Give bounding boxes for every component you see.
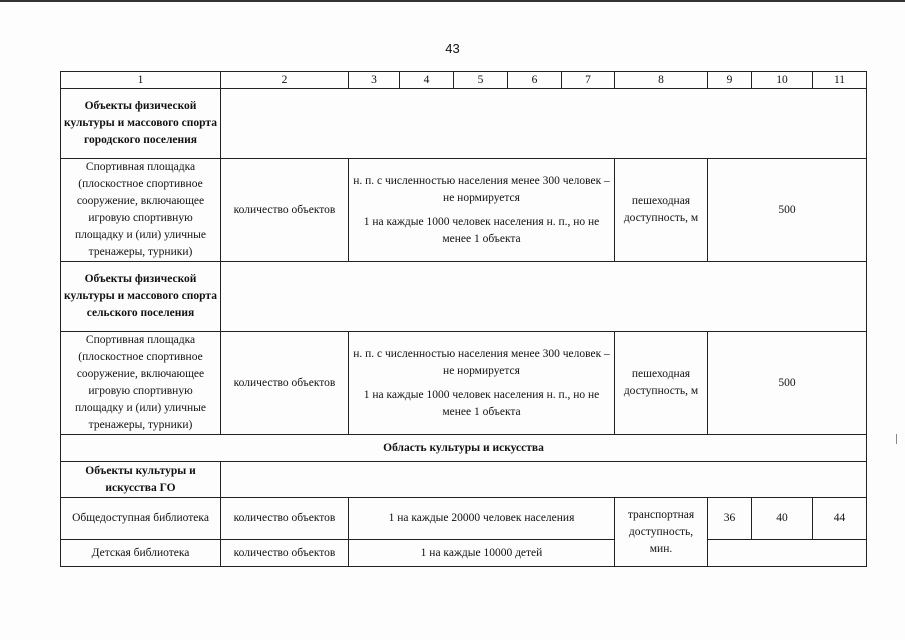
norm-value: 1 на каждые 20000 человек населения [349, 498, 615, 540]
section-title-row [61, 89, 867, 159]
section-title-row [61, 462, 867, 498]
table-row [61, 159, 867, 262]
section-title-rural-sport: Объекты физической культуры и массового спорта сельского поселения [61, 262, 221, 332]
column-number: 10 [752, 72, 813, 89]
object-name: Общедоступная библиотека [61, 498, 221, 540]
top-border-line [0, 0, 905, 2]
page-number: 43 [445, 41, 460, 56]
indicator: количество объектов [221, 498, 349, 540]
column-number: 6 [508, 72, 562, 89]
indicator: количество объектов [221, 159, 349, 262]
object-name: Спортивная площадка (плоскостное спортивное сооружение, включающее игровую спортивную площадку и (или) уличные тренажеры, турники) [61, 332, 221, 435]
column-number: 2 [221, 72, 349, 89]
indicator: количество объектов [221, 332, 349, 435]
norm-value [349, 332, 615, 435]
empty-cell [221, 262, 867, 332]
section-title-urban-sport: Объекты физической культуры и массового спорта городского поселения [61, 89, 221, 159]
norms-table [60, 71, 867, 567]
norm-value [349, 159, 615, 262]
norm-line: н. п. с численностью населения менее 300 человек – не нормируется [353, 174, 610, 204]
empty-cell [221, 462, 867, 498]
section-title-culture: Объекты культуры и искусства ГО [61, 462, 221, 498]
indicator: количество объектов [221, 540, 349, 567]
accessibility-value: 500 [708, 332, 867, 435]
value-col-9: 36 [708, 498, 752, 540]
column-number: 9 [708, 72, 752, 89]
section-heading-row [61, 435, 867, 462]
accessibility-indicator: транспортная доступность, мин. [615, 498, 708, 567]
column-number-row [61, 72, 867, 89]
norm-value: 1 на каждые 10000 детей [349, 540, 615, 567]
object-name: Спортивная площадка (плоскостное спортивное сооружение, включающее игровую спортивную площадку и (или) уличные тренажеры, турники) [61, 159, 221, 262]
norm-line: н. п. с численностью населения менее 300 человек – не нормируется [353, 347, 610, 377]
column-number: 7 [562, 72, 615, 89]
norm-line: 1 на каждые 1000 человек населения н. п., но не менее 1 объекта [363, 388, 600, 418]
norm-line: 1 на каждые 1000 человек населения н. п., но не менее 1 объекта [363, 215, 600, 245]
margin-mark [896, 434, 897, 444]
column-number: 5 [454, 72, 508, 89]
column-number: 4 [400, 72, 454, 89]
table-row [61, 332, 867, 435]
object-name: Детская библиотека [61, 540, 221, 567]
empty-cell [708, 540, 867, 567]
column-number: 3 [349, 72, 400, 89]
value-col-10: 40 [752, 498, 813, 540]
table-row [61, 540, 867, 567]
column-number: 1 [61, 72, 221, 89]
column-number: 11 [813, 72, 867, 89]
column-number: 8 [615, 72, 708, 89]
value-col-11: 44 [813, 498, 867, 540]
accessibility-indicator: пешеходная доступность, м [615, 332, 708, 435]
accessibility-value: 500 [708, 159, 867, 262]
accessibility-indicator: пешеходная доступность, м [615, 159, 708, 262]
empty-cell [221, 89, 867, 159]
table-row [61, 498, 867, 540]
section-heading-culture: Область культуры и искусства [61, 435, 867, 462]
section-title-row [61, 262, 867, 332]
